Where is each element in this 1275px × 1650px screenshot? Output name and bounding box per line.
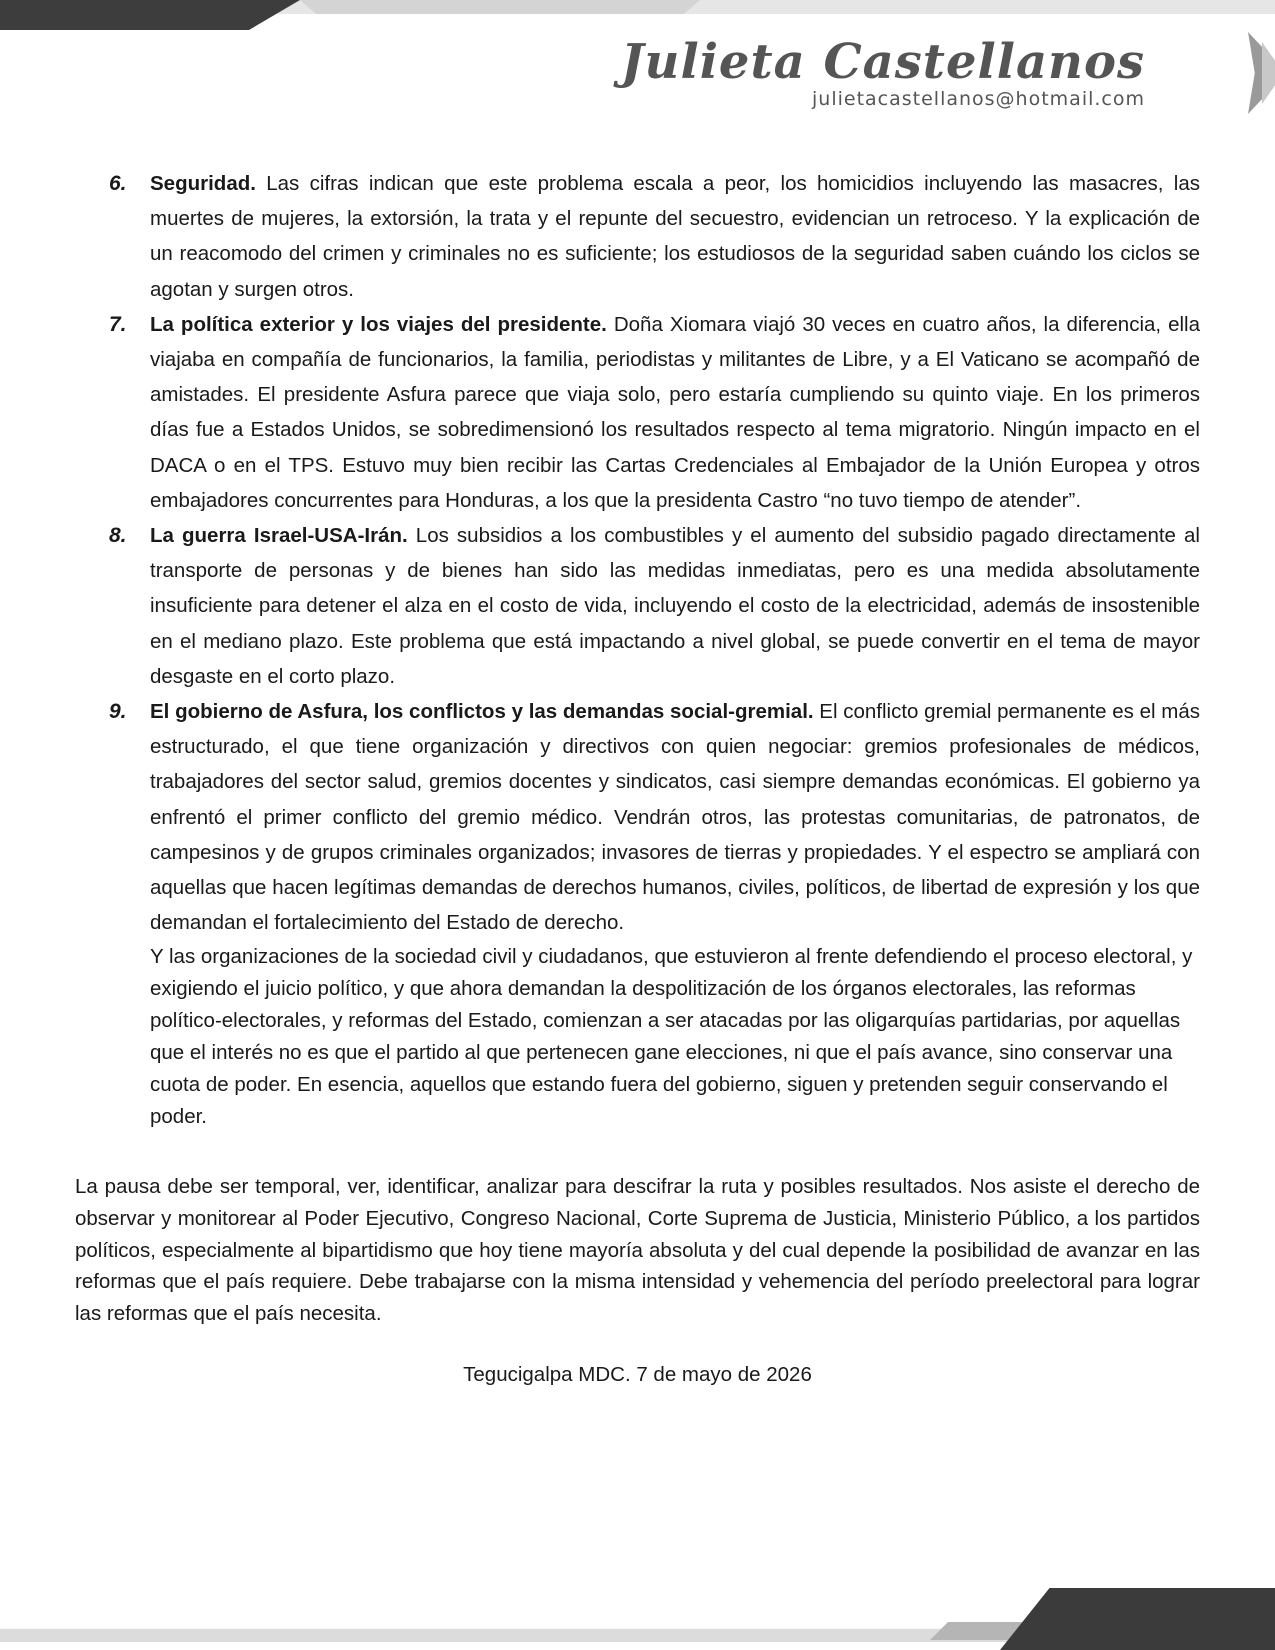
list-item-title: La política exterior y los viajes del presidente. bbox=[150, 312, 607, 336]
list-item bbox=[75, 694, 1200, 940]
list-item-body bbox=[150, 307, 1200, 518]
list-item-number: 9. bbox=[109, 700, 127, 724]
closing-paragraph: La pausa debe ser temporal, ver, identificar, analizar para descifrar la ruta y posibles resultados. Nos asiste el derecho de observar y monitorear al Poder Ejecutivo, Congreso Nacional, Corte Suprema de Justicia, Ministerio Público, a los partidos políticos, especialmente al bipartidismo que hoy tiene mayoría absoluta y del cual depende la posibilidad de avanzar en las reformas que el país requiere. Debe trabajarse con la misma intensidad y vehemencia del período preelectoral para lograr las reformas que el país necesita. bbox=[75, 1175, 1200, 1325]
list-item-body bbox=[150, 166, 1200, 307]
brand-name: Julieta Castellanos bbox=[620, 34, 1145, 90]
list-item bbox=[75, 307, 1200, 518]
top-decorative-band-dark bbox=[0, 0, 300, 30]
document-body bbox=[75, 166, 1200, 1387]
list-item-title: La guerra Israel-USA-Irán. bbox=[150, 524, 408, 548]
list-item-number: 6. bbox=[109, 172, 127, 195]
corner-arrow-decoration-light bbox=[1262, 42, 1275, 104]
letterhead bbox=[620, 34, 1145, 110]
top-decorative-band-light bbox=[300, 0, 700, 14]
continuation-paragraph: Y las organizaciones de la sociedad civil y ciudadanos, que estuvieron al frente defendiendo el proceso electoral, y exigiendo el juicio político, y que ahora demandan la despolitización de los órganos electorales, las reformas político-electorales, y reformas del Estado, comienzan a ser atacadas por las oligarquías partidarias, por aquellas que el interés no es que el partido al que pertenecen gane elecciones, ni que el país avance, sino conservar una cuota de poder. En esencia, aquellos que estando fuera del gobierno, siguen y pretenden seguir conservando el poder. bbox=[150, 945, 1193, 1129]
list-item bbox=[75, 166, 1200, 307]
list-item bbox=[75, 518, 1200, 694]
list-item-text: Los subsidios a los combustibles y el aumento del subsidio pagado directamente al transporte de personas y de bienes han sido las medidas inmediatas, pero es una medida absolutamente insuficiente para detener el alza en el costo de vida, incluyendo el costo de la electricidad, además de insostenible en el mediano plazo. Este problema que está impactando a nivel global, se puede convertir en el tema de mayor desgaste en el corto plazo. bbox=[150, 524, 1200, 688]
numbered-list bbox=[75, 166, 1200, 940]
bottom-decorative-band-dark bbox=[1000, 1588, 1275, 1650]
list-item-body bbox=[150, 694, 1200, 940]
list-item-title: El gobierno de Asfura, los conflictos y las demandas social-gremial. bbox=[150, 700, 814, 724]
list-item-title: Seguridad. bbox=[150, 172, 256, 195]
list-item-text: Doña Xiomara viajó 30 veces en cuatro años, la diferencia, ella viajaba en compañía de funcionarios, la familia, periodistas y militantes de Libre, y a El Vaticano se acompañó de amistades. El presidente Asfura parece que viaja solo, pero estaría cumpliendo su quinto viaje. En los primeros días fue a Estados Unidos, se sobredimensionó los resultados respecto al tema migratorio. Ningún impacto en el DACA o en el TPS. Estuvo muy bien recibir las Cartas Credenciales al Embajador de la Unión Europea y otros embajadores concurrentes para Honduras, a los que la presidenta Castro “no tuvo tiempo de atender”. bbox=[150, 312, 1200, 512]
list-item-number: 8. bbox=[109, 524, 127, 548]
brand-email: julietacastellanos@hotmail.com bbox=[812, 88, 1145, 110]
list-item-number: 7. bbox=[109, 312, 127, 336]
list-item-text: Las cifras indican que este problema escala a peor, los homicidios incluyendo las masacres, las muertes de mujeres, la extorsión, la trata y el repunte del secuestro, evidencian un retroceso. Y la explicación de un reacomodo del crimen y criminales no es suficiente; los estudiosos de la seguridad saben cuándo los ciclos se agotan y surgen otros. bbox=[150, 172, 1200, 301]
place-date-signoff: Tegucigalpa MDC. 7 de mayo de 2026 bbox=[463, 1363, 812, 1387]
list-item-text: El conflicto gremial permanente es el más estructurado, el que tiene organización y directivos con quien negociar: gremios profesionales de médicos, trabajadores del sector salud, gremios docentes y sindicatos, casi siempre demandas económicas. El gobierno ya enfrentó el primer conflicto del gremio médico. Vendrán otros, las protestas comunitarias, de patronatos, de campesinos y de grupos criminales organizados; invasores de tierras y propiedades. Y el espectro se ampliará con aquellas que hacen legítimas demandas de derechos humanos, civiles, políticos, de libertad de expresión y los que demandan el fortalecimiento del Estado de derecho. bbox=[150, 700, 1200, 935]
list-item-body bbox=[150, 518, 1200, 694]
